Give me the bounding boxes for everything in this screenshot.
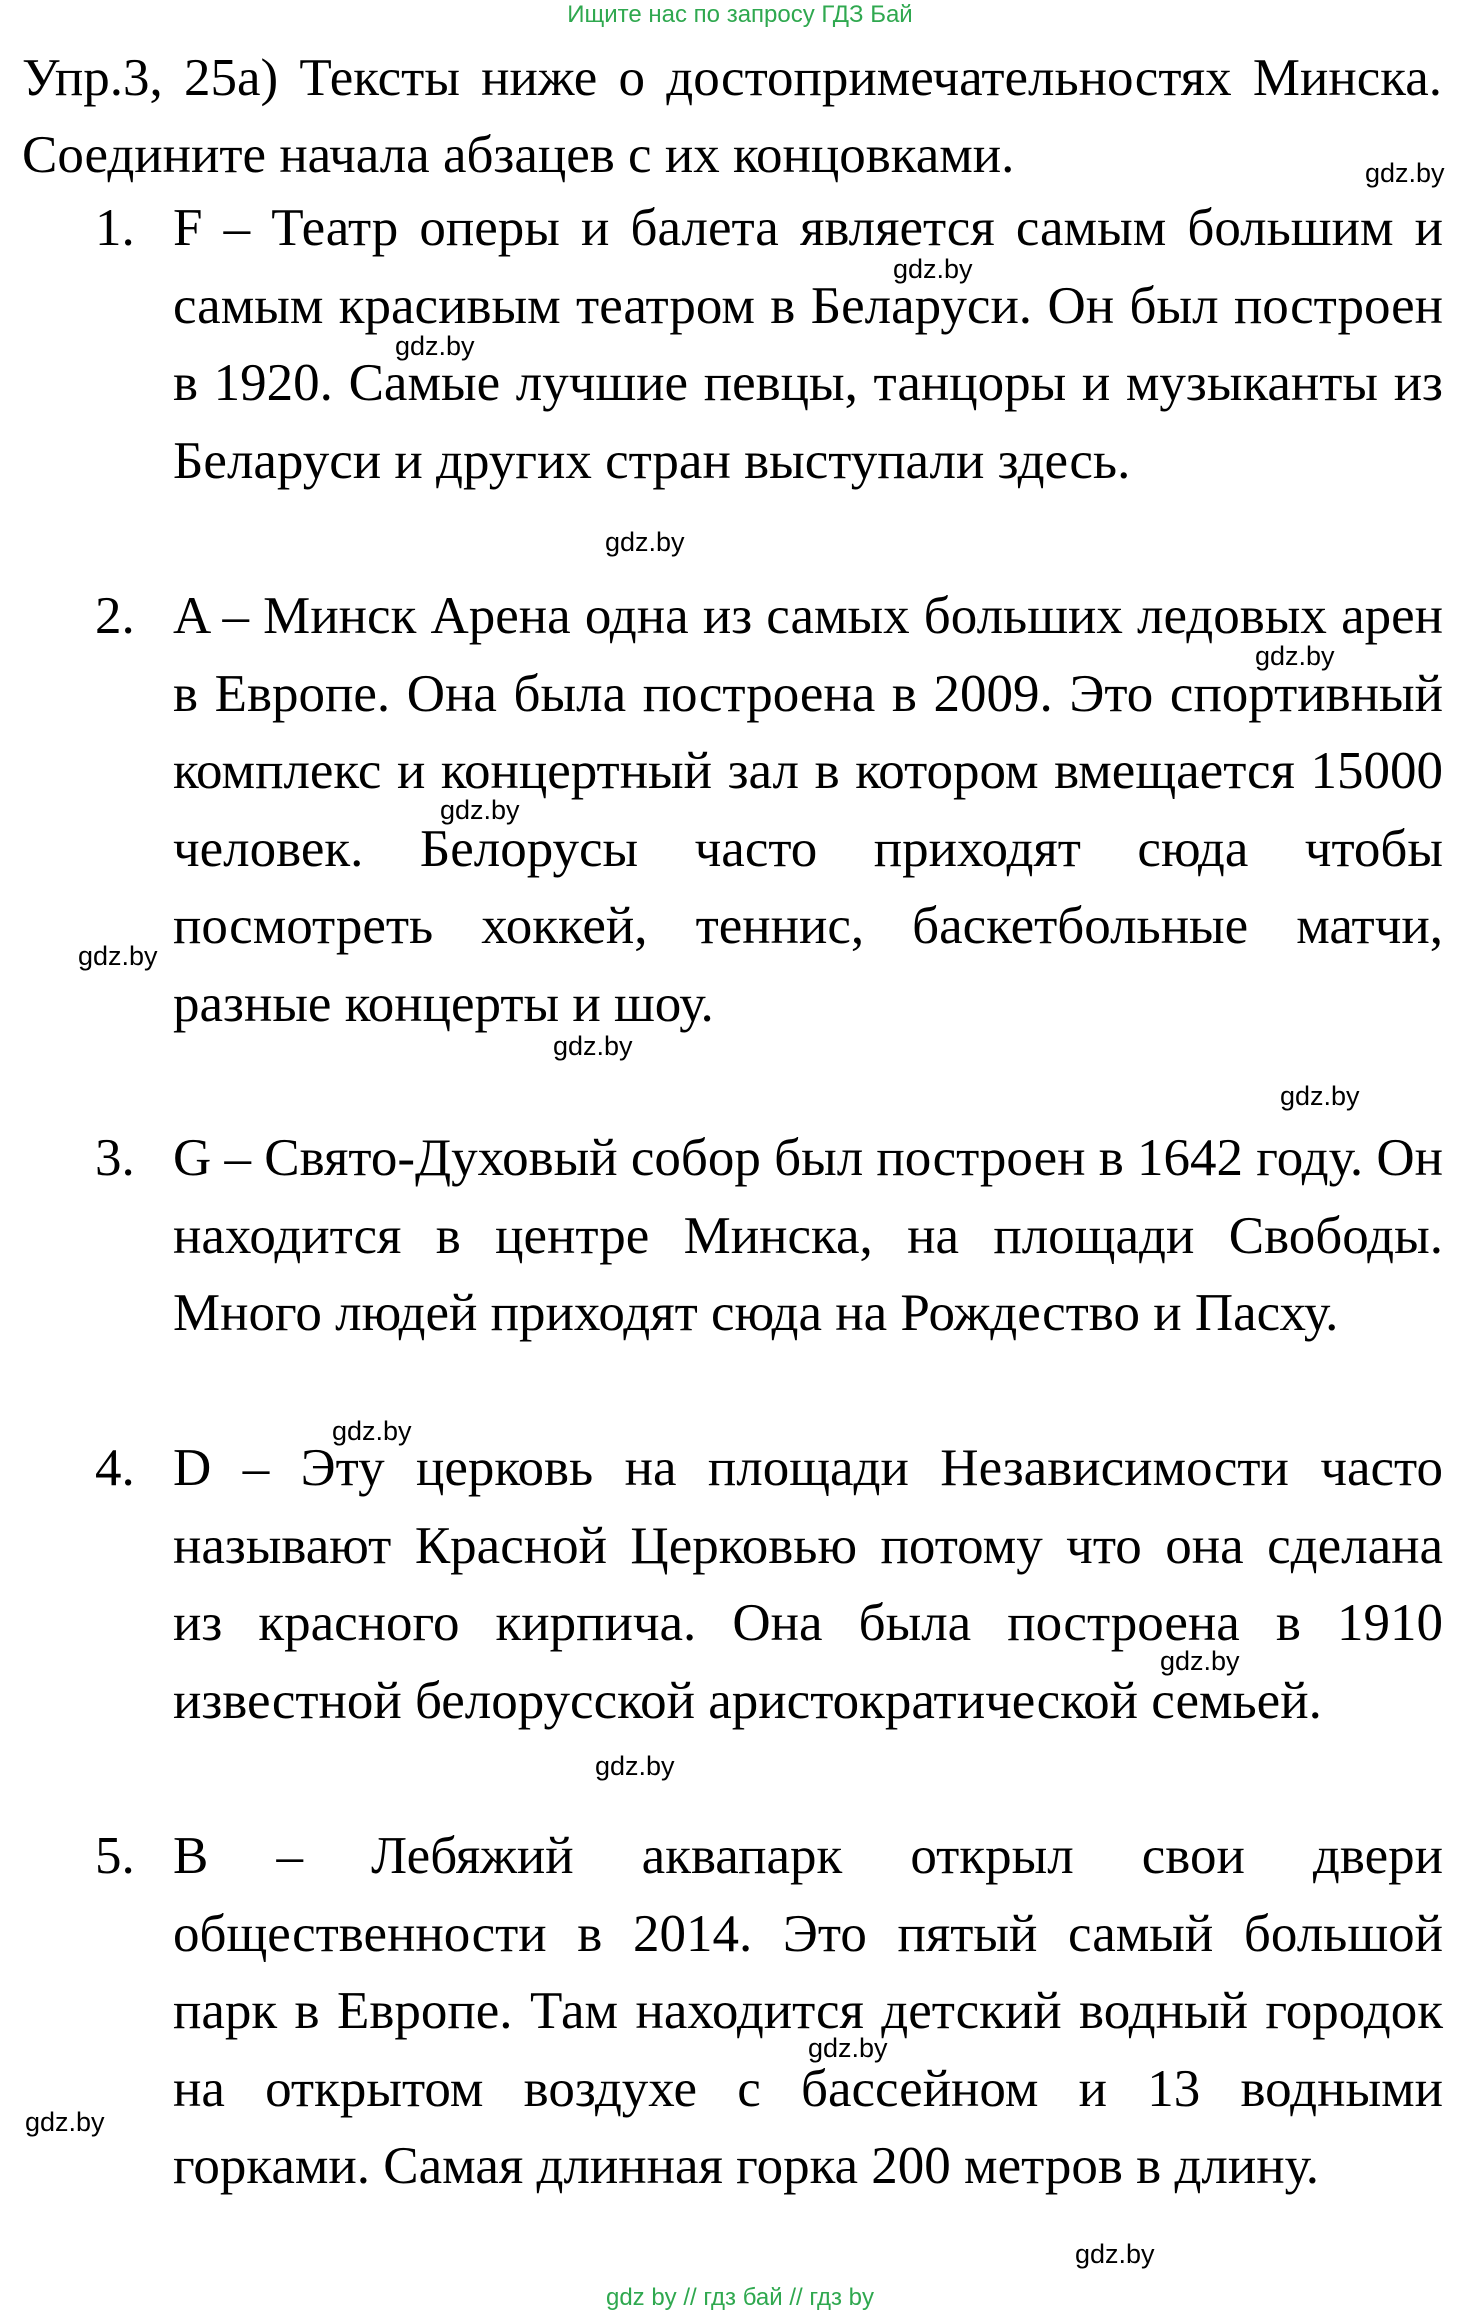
watermark: gdz.by	[1365, 158, 1445, 188]
watermark: gdz.by	[605, 527, 685, 557]
item-number: 1.	[95, 199, 135, 257]
watermark: gdz.by	[553, 1031, 633, 1061]
bottom-banner[interactable]: gdz by // гдз бай // гдз by	[605, 2284, 875, 2311]
watermark: gdz.by	[78, 941, 158, 971]
item-text: B – Лебяжий аквапарк открыл свои двери общественности в 2014. Это пятый самый большой парк в Европе. Там находится детский водный городок на открытом воздухе с бассейном и 13 водными горками. Самая длинная горка 200 метров в длину.	[173, 1827, 1443, 2195]
item-number: 3.	[95, 1129, 135, 1187]
item-number: 4.	[95, 1439, 135, 1497]
watermark: gdz.by	[1255, 641, 1335, 671]
item-number: 2.	[95, 587, 135, 645]
watermark: gdz.by	[332, 1416, 412, 1446]
watermark: gdz.by	[25, 2107, 105, 2137]
item-text: F – Театр оперы и балета является самым большим и самым красивым театром в Беларуси. Он был построен в 1920. Самые лучшие певцы, танцоры и музыканты из Беларуси и других стран выступали здесь.	[173, 199, 1443, 490]
item-text: A – Минск Арена одна из самых больших ледовых арен в Европе. Она была построена в 2009. Это спортивный комплекс и концертный зал в котором вмещается 15000 человек. Белорусы часто приходят сюда чтобы посмотреть хоккей, теннис, баскетбольные матчи, разные концерты и шоу.	[173, 587, 1443, 1033]
watermark: gdz.by	[808, 2033, 888, 2063]
watermark: gdz.by	[1160, 1646, 1240, 1676]
item-text: G – Свято-Духовый собор был построен в 1642 году. Он находится в центре Минска, на площади Свободы. Много людей приходят сюда на Рождество и Пасху.	[173, 1129, 1443, 1342]
watermark: gdz.by	[440, 795, 520, 825]
watermark: gdz.by	[893, 254, 973, 284]
top-banner[interactable]: Ищите нас по запросу ГДЗ Бай	[567, 1, 913, 28]
watermark: gdz.by	[595, 1751, 675, 1781]
exercise-heading: Упр.3, 25а) Тексты ниже о достопримечательностях Минска. Соедините начала абзацев с их концовками.	[22, 49, 1442, 184]
item-number: 5.	[95, 1827, 135, 1885]
watermark: gdz.by	[1075, 2239, 1155, 2269]
watermark: gdz.by	[395, 331, 475, 361]
watermark: gdz.by	[1280, 1081, 1360, 1111]
item-text: D – Эту церковь на площади Независимости часто называют Красной Церковью потому что она сделана из красного кирпича. Она была построена в 1910 известной белорусской аристократической семьей.	[173, 1439, 1443, 1730]
